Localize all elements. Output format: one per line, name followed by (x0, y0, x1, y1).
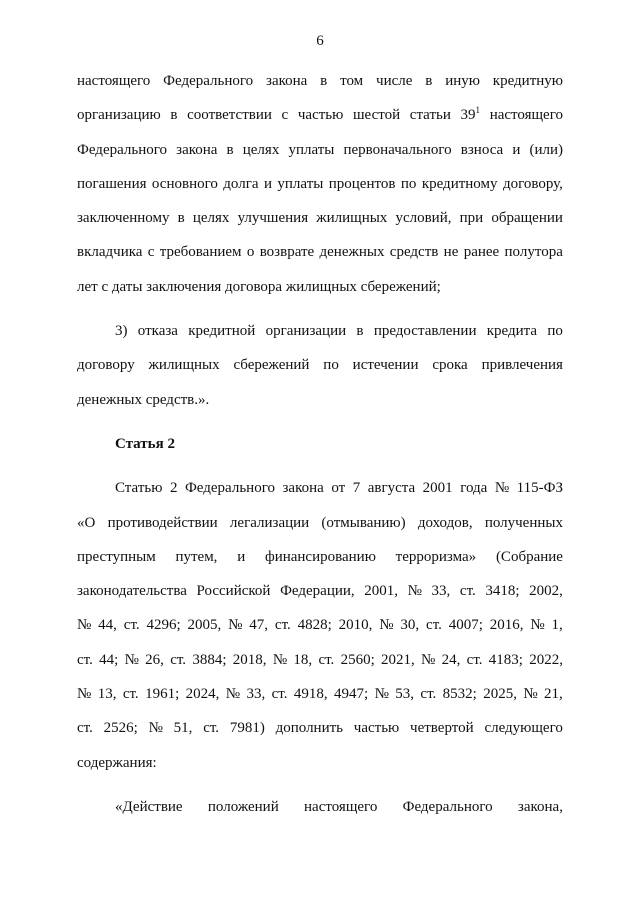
word: долга (223, 175, 259, 192)
word: привлечения (481, 357, 563, 374)
word: № (421, 651, 436, 668)
text-line (77, 717, 563, 751)
word: основного (151, 175, 218, 192)
word: 1961; (145, 686, 180, 703)
word: «О (77, 514, 96, 531)
word: 30, (400, 617, 420, 634)
word: закона (176, 141, 218, 158)
text-line (77, 683, 563, 717)
word: 2025, (483, 686, 517, 703)
word: улучшения (237, 210, 309, 227)
word: организации (265, 323, 347, 340)
word: Статью (115, 480, 163, 497)
word: в (356, 323, 364, 340)
word: предоставлении (373, 323, 477, 340)
word: и (263, 175, 272, 192)
word: отказа (137, 323, 178, 340)
word: 2560; (340, 651, 375, 668)
word: 1, (551, 617, 563, 634)
word: августа (367, 480, 416, 497)
word: ст. (77, 651, 93, 668)
word: 47, (249, 617, 269, 634)
word: 2 (169, 480, 178, 497)
word: № (228, 617, 243, 634)
word: настоящего (304, 798, 378, 815)
word: № (379, 617, 394, 634)
word: ст. (426, 617, 442, 634)
word: 21, (544, 686, 563, 703)
word: ст. (466, 651, 483, 668)
word: Федерального (402, 798, 493, 815)
word: в (226, 141, 234, 158)
word: кредитной (188, 323, 256, 340)
paragraph-p3 (77, 477, 563, 786)
word: настоящего (77, 73, 151, 89)
word: срока (432, 357, 468, 374)
text-line (77, 241, 563, 275)
word: ст. (459, 583, 476, 600)
text-line (77, 104, 563, 138)
word: 8532; (442, 686, 477, 703)
word: средств (389, 244, 439, 261)
word: № (523, 686, 538, 703)
word: процентов (328, 175, 396, 192)
text-line (77, 139, 563, 173)
word: № (225, 686, 241, 703)
document-body (77, 70, 563, 830)
word: денежных (319, 244, 385, 261)
word: 2005, (187, 617, 222, 634)
word: № (272, 651, 288, 668)
word: взноса (460, 141, 504, 158)
word: 2526; (103, 720, 138, 737)
word: 2024, (185, 686, 220, 703)
word: № (530, 617, 545, 634)
word: 3) (115, 323, 128, 340)
word: 2002, (529, 583, 563, 600)
word: года (460, 480, 488, 497)
text-line (77, 320, 563, 354)
word: иную (445, 73, 480, 89)
word: 2018, (232, 651, 267, 668)
word: ст. (77, 720, 93, 737)
text-line (77, 614, 563, 648)
word: при (459, 210, 484, 227)
text-line (77, 580, 563, 614)
word: 3418; (485, 583, 520, 600)
page-number: 6 (316, 33, 324, 49)
word: кредитному (421, 175, 498, 192)
text-line: денежных средств.». (77, 391, 210, 408)
word: 7981) (229, 720, 265, 737)
word: ст. (420, 686, 437, 703)
word: ст. (274, 617, 291, 634)
word: № (148, 720, 163, 737)
word: 44; (99, 651, 119, 668)
word: вкладчика (77, 244, 143, 261)
word: возврате (259, 244, 315, 261)
word: жилищных (148, 357, 220, 374)
word: дополнить (275, 720, 344, 737)
paragraph-p1 (77, 70, 563, 310)
word: с (147, 244, 155, 261)
word: Федерации, (280, 583, 355, 600)
word: кредита (486, 323, 538, 340)
paragraph-p2 (77, 320, 563, 423)
word: терроризма» (395, 548, 477, 565)
word: 51, (173, 720, 193, 737)
paragraph-gap (77, 310, 563, 320)
word: частью (353, 720, 400, 737)
text-line (77, 477, 563, 511)
word: по (323, 357, 339, 374)
word: по (400, 175, 417, 192)
word: требованием (159, 244, 242, 261)
word: уплаты (288, 141, 335, 158)
article-heading: Статья 2 (115, 435, 175, 452)
paragraph-gap (77, 786, 563, 796)
word: закона (282, 480, 324, 497)
word: «Действие (115, 798, 183, 815)
word: первоначального (343, 141, 452, 158)
word: заключенному (77, 210, 170, 227)
word: 53, (395, 686, 415, 703)
word: организацию (77, 107, 161, 124)
word: 44, (98, 617, 117, 634)
word: погашения (77, 175, 147, 192)
text-line: лет с даты заключения договора жилищных сбережений; (77, 278, 441, 295)
word: преступным (77, 548, 156, 565)
word: № (77, 686, 92, 703)
word: ст. (271, 686, 288, 703)
word: легализации (229, 514, 310, 531)
word: 2022, (529, 651, 563, 668)
word: Федерального (184, 480, 275, 497)
word: и (512, 141, 521, 158)
paragraph-gap (77, 467, 563, 477)
word: не (443, 244, 459, 261)
word: 4947; (334, 686, 369, 703)
word: целях (192, 210, 230, 227)
word: № (77, 617, 92, 634)
word: соответствии (187, 107, 272, 124)
word: 4296; (146, 617, 181, 634)
word: шестой (353, 107, 401, 124)
word: ст. (170, 651, 187, 668)
text-line (77, 512, 563, 546)
word: истечении (352, 357, 419, 374)
word: законодательства (77, 583, 187, 600)
word: обращении (491, 210, 563, 227)
word: ст. (122, 686, 139, 703)
word: договору (77, 357, 135, 374)
word: Российской (196, 583, 271, 600)
word: путем, (175, 548, 218, 565)
word: № (374, 686, 389, 703)
word: ст. (123, 617, 140, 634)
word: Федерального (163, 73, 254, 89)
word: 3884; (192, 651, 227, 668)
word: 4183; (488, 651, 523, 668)
word: уплаты (277, 175, 324, 192)
word: 2001 (422, 480, 453, 497)
word: 115-ФЗ (516, 480, 563, 497)
word: закона (266, 73, 308, 89)
word: 26, (145, 651, 164, 668)
text-line (77, 649, 563, 683)
word: о (246, 244, 255, 261)
word: 24, (441, 651, 461, 668)
word: договору, (502, 175, 563, 192)
word: том (340, 73, 364, 89)
word: 2001, (364, 583, 399, 600)
word: кредитную (492, 73, 563, 89)
text-line (77, 207, 563, 241)
word: числе (376, 73, 413, 89)
word: в (425, 73, 433, 89)
superscript: 1 (475, 105, 481, 116)
word: 4828; (297, 617, 332, 634)
word: ст. (203, 720, 220, 737)
word: с (281, 107, 289, 124)
word: полученных (484, 514, 563, 531)
word: (Собрание (495, 548, 563, 565)
word: по (547, 323, 563, 340)
word: 18, (293, 651, 313, 668)
word: 2021, (381, 651, 415, 668)
word: (или) (529, 141, 563, 158)
word: доходов, (417, 514, 473, 531)
word: целях (242, 141, 280, 158)
word: № (494, 480, 510, 497)
word: 7 (352, 480, 361, 497)
text-line (77, 546, 563, 580)
word: 2016, (489, 617, 524, 634)
word: (отмыванию) (321, 514, 406, 531)
word: закона, (517, 798, 563, 815)
word: ранее (463, 244, 500, 261)
word: от (331, 480, 346, 497)
text-line (77, 173, 563, 207)
text-line: содержания: (77, 754, 157, 771)
word: сбережений (233, 357, 310, 374)
word: настоящего (489, 107, 563, 124)
word: противодействии (107, 514, 218, 531)
word: 4918, (293, 686, 328, 703)
word: положений (207, 798, 279, 815)
word: полутора (504, 244, 563, 261)
word: 2010, (338, 617, 373, 634)
word: № (124, 651, 139, 668)
word: 33, (246, 686, 266, 703)
text-line (77, 796, 563, 830)
word: в (170, 107, 178, 124)
word: следующего (484, 720, 563, 737)
word: в (320, 73, 328, 89)
word: финансированию (264, 548, 376, 565)
text-line (77, 70, 563, 104)
word: Федерального (77, 141, 168, 158)
paragraph-p4 (77, 796, 563, 830)
word: 33, (431, 583, 451, 600)
word: условий, (395, 210, 452, 227)
word: в (177, 210, 185, 227)
word: $39^1$ (460, 105, 481, 124)
word: статьи (409, 107, 451, 124)
word: 4007; (448, 617, 483, 634)
word: четвертой (410, 720, 474, 737)
word: жилищных (316, 210, 388, 227)
word: 13, (97, 686, 117, 703)
paragraph-gap (77, 423, 563, 433)
word: № (407, 583, 422, 600)
word: частью (297, 107, 344, 124)
word: и (237, 548, 246, 565)
word: ст. (318, 651, 335, 668)
text-line (77, 354, 563, 388)
